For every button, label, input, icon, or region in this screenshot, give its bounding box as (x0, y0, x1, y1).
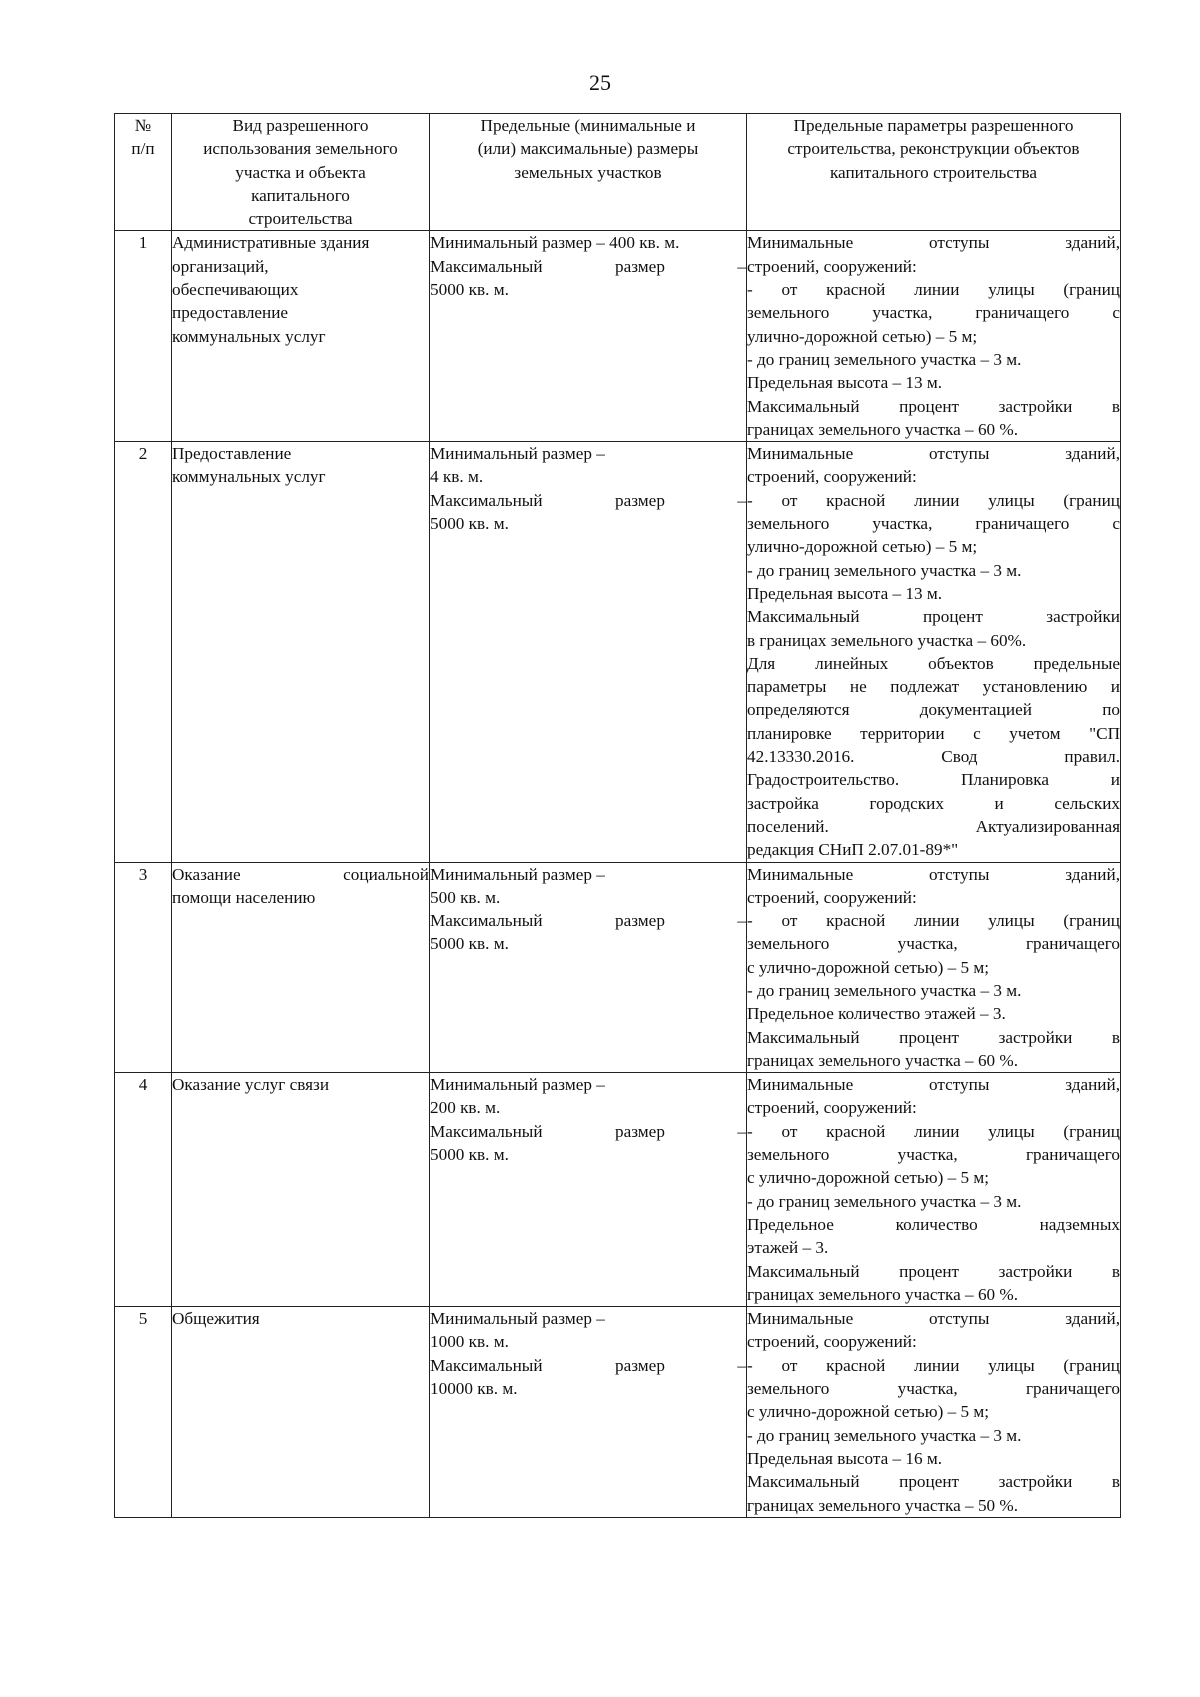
table-header-row (115, 114, 1121, 231)
cell-line: строений, сооружений: (747, 256, 917, 276)
row-plot-size (430, 1307, 747, 1518)
row-parameters (747, 231, 1121, 442)
cell-line: Для линейных объектов предельные (747, 653, 1120, 673)
cell-line: Максимальный размер – (430, 1355, 746, 1375)
cell-line: земельного участка, граничащего с (747, 303, 1120, 323)
cell-line: Минимальные отступы зданий, (747, 1075, 1120, 1095)
row-plot-size (430, 1073, 747, 1307)
cell-line: Минимальные отступы зданий, (747, 864, 1120, 884)
cell-line: Максимальный размер – (430, 1121, 746, 1141)
cell-line: Общежития (172, 1309, 260, 1329)
cell-line: земельного участка, граничащего (747, 1379, 1120, 1399)
row-use-type (172, 231, 430, 442)
cell-line: Минимальные отступы зданий, (747, 444, 1120, 464)
cell-line: - до границ земельного участка – 3 м. (747, 1425, 1022, 1445)
cell-line: Административные здания (172, 233, 370, 253)
cell-line: Минимальный размер – (430, 1309, 605, 1329)
cell-line: Минимальные отступы зданий, (747, 1309, 1120, 1329)
cell-line: Минимальный размер – (430, 444, 605, 464)
cell-line: с улично-дорожной сетью) – 5 м; (747, 957, 990, 977)
cell-line: Максимальный процент застройки в (747, 1261, 1120, 1281)
row-plot-size (430, 442, 747, 862)
row-number: 5 (115, 1307, 172, 1518)
cell-line: - от красной линии улицы (границ (747, 280, 1120, 300)
page-number: 25 (589, 70, 611, 95)
cell-line: 42.13330.2016. Свод правил. (747, 747, 1120, 767)
cell-line: Максимальный размер – (430, 911, 746, 931)
cell-line: этажей – 3. (747, 1238, 829, 1258)
cell-line: земельного участка, граничащего (747, 934, 1120, 954)
row-number: 4 (115, 1073, 172, 1307)
row-use-type (172, 862, 430, 1073)
cell-line: строений, сооружений: (747, 1332, 917, 1352)
cell-line: - от красной линии улицы (границ (747, 911, 1120, 931)
cell-line: редакция СНиП 2.07.01-89*" (747, 840, 959, 860)
cell-line: 5000 кв. м. (430, 934, 509, 954)
cell-line: в границах земельного участка – 60%. (747, 630, 1027, 650)
cell-line: Максимальный размер – (430, 256, 746, 276)
cell-line: Предельное количество надземных (747, 1214, 1120, 1234)
cell-line: строений, сооружений: (747, 887, 917, 907)
table-row (115, 1073, 1121, 1307)
row-parameters (747, 1073, 1121, 1307)
cell-line: строений, сооружений: (747, 1098, 917, 1118)
cell-line: организаций, (172, 256, 269, 276)
cell-line: помощи населению (172, 887, 316, 907)
cell-line: улично-дорожной сетью) – 5 м; (747, 326, 978, 346)
cell-line: 200 кв. м. (430, 1098, 501, 1118)
cell-line: 10000 кв. м. (430, 1379, 518, 1399)
cell-line: планировке территории с учетом "СП (747, 723, 1120, 743)
cell-line: Максимальный процент застройки в (747, 1027, 1120, 1047)
row-use-type (172, 1307, 430, 1518)
cell-line: границах земельного участка – 50 %. (747, 1495, 1019, 1515)
cell-line: параметры не подлежат установлению и (747, 677, 1120, 697)
cell-line: - до границ земельного участка – 3 м. (747, 1191, 1022, 1211)
cell-line: улично-дорожной сетью) – 5 м; (747, 537, 978, 557)
row-parameters (747, 1307, 1121, 1518)
table-row (115, 862, 1121, 1073)
cell-line: - до границ земельного участка – 3 м. (747, 560, 1022, 580)
cell-line: Предельная высота – 13 м. (747, 373, 943, 393)
cell-line: Градостроительство. Планировка и (747, 770, 1120, 790)
cell-line: коммунальных услуг (172, 467, 326, 487)
row-use-type (172, 442, 430, 862)
cell-line: - от красной линии улицы (границ (747, 490, 1120, 510)
cell-line: Максимальный процент застройки в (747, 396, 1120, 416)
row-number: 3 (115, 862, 172, 1073)
cell-line: Максимальный процент застройки в (747, 1472, 1120, 1492)
cell-line: границах земельного участка – 60 %. (747, 1050, 1019, 1070)
cell-line: 1000 кв. м. (430, 1332, 509, 1352)
cell-line: Оказание услуг связи (172, 1075, 330, 1095)
cell-line: Предоставление (172, 444, 292, 464)
cell-line: границах земельного участка – 60 %. (747, 1284, 1019, 1304)
cell-line: земельного участка, граничащего с (747, 514, 1120, 534)
table-row (115, 1307, 1121, 1518)
cell-line: застройка городских и сельских (747, 793, 1120, 813)
header-use-type: Вид разрешенного использования земельного участка и объекта капитального строительства (172, 114, 430, 231)
row-number: 2 (115, 442, 172, 862)
cell-line: - от красной линии улицы (границ (747, 1355, 1120, 1375)
cell-line: Предельная высота – 16 м. (747, 1448, 943, 1468)
table-row (115, 231, 1121, 442)
cell-line: Минимальный размер – (430, 1075, 605, 1095)
cell-line: - от красной линии улицы (границ (747, 1121, 1120, 1141)
cell-line: - до границ земельного участка – 3 м. (747, 349, 1022, 369)
cell-line: Минимальный размер – 400 кв. м. (430, 233, 680, 253)
cell-line: Минимальный размер – (430, 864, 605, 884)
cell-line: Предельное количество этажей – 3. (747, 1004, 1006, 1024)
row-plot-size (430, 862, 747, 1073)
cell-line: границах земельного участка – 60 %. (747, 419, 1019, 439)
cell-line: обеспечивающих (172, 280, 299, 300)
row-number: 1 (115, 231, 172, 442)
header-plot-size: Предельные (минимальные и (или) максимальные) размеры земельных участков (430, 114, 747, 231)
cell-line: Оказание социальной (172, 864, 429, 884)
cell-line: с улично-дорожной сетью) – 5 м; (747, 1402, 990, 1422)
cell-line: 5000 кв. м. (430, 280, 509, 300)
cell-line: 5000 кв. м. (430, 1145, 509, 1165)
header-num: № п/п (115, 114, 172, 231)
cell-line: Максимальный размер – (430, 490, 746, 510)
table-row (115, 442, 1121, 862)
row-parameters (747, 442, 1121, 862)
cell-line: 500 кв. м. (430, 887, 501, 907)
cell-line: поселений. Актуализированная (747, 816, 1120, 836)
cell-line: определяются документацией по (747, 700, 1120, 720)
row-use-type (172, 1073, 430, 1307)
cell-line: Минимальные отступы зданий, (747, 233, 1120, 253)
cell-line: земельного участка, граничащего (747, 1145, 1120, 1165)
cell-line: с улично-дорожной сетью) – 5 м; (747, 1168, 990, 1188)
row-plot-size (430, 231, 747, 442)
land-use-table (114, 113, 1121, 1518)
cell-line: строений, сооружений: (747, 467, 917, 487)
table-body (115, 231, 1121, 1517)
cell-line: предоставление (172, 303, 289, 323)
header-parameters: Предельные параметры разрешенного строительства, реконструкции объектов капитального строительства (747, 114, 1121, 231)
cell-line: 4 кв. м. (430, 467, 484, 487)
cell-line: коммунальных услуг (172, 326, 326, 346)
cell-line: - до границ земельного участка – 3 м. (747, 980, 1022, 1000)
row-parameters (747, 862, 1121, 1073)
cell-line: Предельная высота – 13 м. (747, 583, 943, 603)
cell-line: Максимальный процент застройки (747, 607, 1120, 627)
cell-line: 5000 кв. м. (430, 514, 509, 534)
